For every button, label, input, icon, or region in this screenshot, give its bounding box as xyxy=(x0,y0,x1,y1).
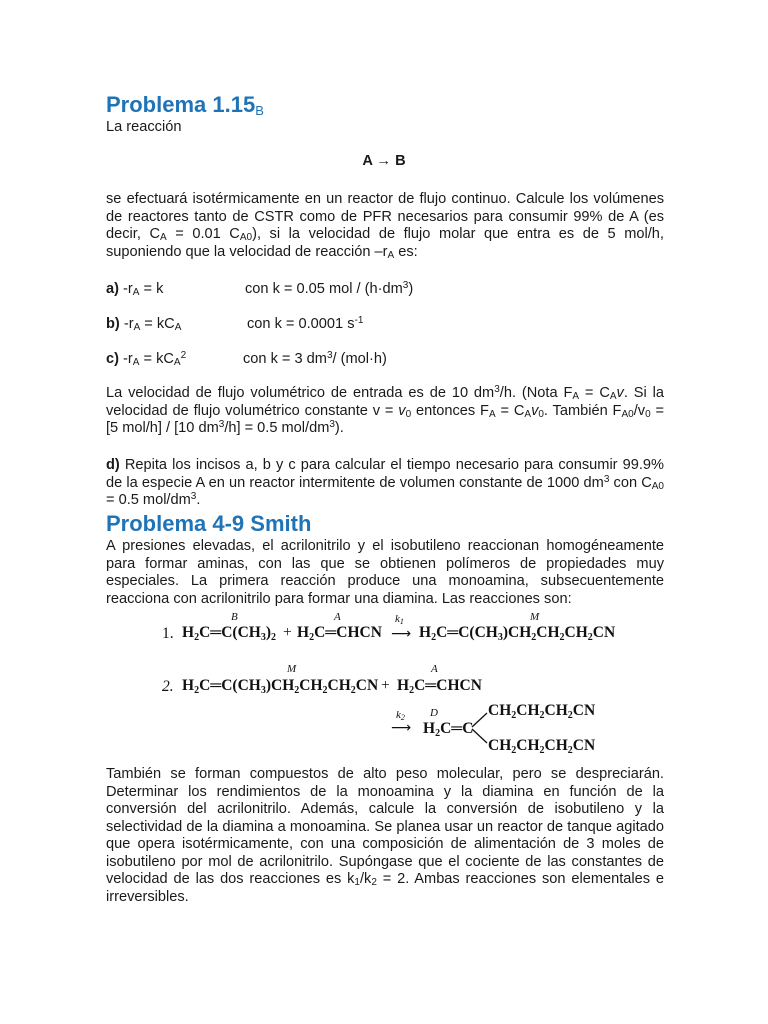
problem-4-9-conclusion: También se forman compuestos de alto peso molecular, pero se despreciarán. Determinar los rendimientos de la monoamina y la diamina en función de la conversión del acrilonitrilo. Además, calcule la conversión de isobutileno y la selectividad de la diamina a monoamina. Se planea usar un reactor de tanque agitado que opera isotérmicamente, con una composición de alimentación de 3 moles de isobutileno por mol de acrilonitrilo. Supóngase que el cociente de las constantes de velocidad de las dos reacciones es $k_1/k_2 = 2$. Ambas reacciones son elementales e irreversibles. xyxy=(106,766,664,905)
heading-text: Problema 1.15 xyxy=(106,92,256,117)
case-b-label: b) xyxy=(106,316,120,332)
acrylonitrile-reactant: $H_2C═CHCN$ xyxy=(397,677,482,696)
problem-4-9-heading: Problema 4-9 Smith xyxy=(106,511,312,536)
reaction-2-label-a: A xyxy=(431,663,438,675)
monoamine-reactant: $H_2C═C(CH_3)CH_2CH_2CH_2CN$ xyxy=(182,677,379,696)
monoamine-formula: $H_2C═C(CH_3)CH_2CH_2CH_2CN$ xyxy=(419,624,616,643)
reaction-1-number: 1. xyxy=(162,625,174,642)
case-a-constant: con k = 0.05 mol / $(h\cdot dm^3)$ xyxy=(245,280,414,297)
reaction-2-number: 2. xyxy=(162,678,174,695)
diamine-core: $H_2C═C$ xyxy=(423,720,474,739)
case-b-constant: con k = 0.0001 $s^{-1}$ xyxy=(247,315,364,332)
problem-1-15-heading xyxy=(106,92,264,118)
diamine-upper-chain: $CH_2CH_2CH_2CN$ xyxy=(488,702,596,721)
case-a-label: a) xyxy=(106,281,119,297)
diamine-branch-bonds xyxy=(470,708,490,748)
reaction-1-label-a: A xyxy=(334,611,341,623)
reaction-1-k1: $k_1$ xyxy=(395,613,404,626)
plus-sign: + xyxy=(283,624,292,641)
reaction-1-label-b: B xyxy=(231,611,238,623)
diamine-lower-chain: $CH_2CH_2CH_2CN$ xyxy=(488,737,596,756)
case-c: c) $-r_A = kC_A^2$ con k = 3 $dm^3/$ (mol·h) xyxy=(106,350,387,368)
reaction-2-arrow: ⟶ xyxy=(391,720,412,736)
heading-subscript: B xyxy=(255,103,264,118)
problem-4-9-intro: A presiones elevadas, el acrilonitrilo y el isobutileno reaccionan homogéneamente para formar aminas, con las que se obtienen polímeros de propiedades muy especiales. La primera reacción produce una monoamina, subsecuentemente reacciona con acrilonitrilo para formar una diamina. Las reacciones son: xyxy=(106,538,664,607)
intro-text: La reacción xyxy=(106,119,182,135)
reaction-a-to-b: A → B xyxy=(362,153,406,169)
case-c-label: c) xyxy=(106,351,119,367)
isobutylene-formula: $H_2C═C(CH_3)_2$ xyxy=(182,624,277,643)
reaction-1-label-m: M xyxy=(530,611,540,623)
case-d: d) Repita los incisos a, b y c para calcular el tiempo necesario para consumir 99.9% de la especie A en un reactor intermitente de volumen constante de 1000 $dm^3$ con $C_{A0} = 0.5$ mol/$dm^3$. xyxy=(106,457,664,508)
acrylonitrile-formula: $H_2C═CHCN$ xyxy=(297,624,382,643)
case-b: b) $-r_A = kC_A$ con k = 0.0001 $s^{-1}$ xyxy=(106,315,364,333)
reaction-2-k2: $k_2$ xyxy=(396,709,405,722)
plus-sign-2: + xyxy=(381,677,390,694)
case-a: a) $-r_A = k$ con k = 0.05 mol / $(h\cdot dm^3)$ xyxy=(106,280,414,298)
reaction-2-label-d: D xyxy=(430,707,438,719)
reaction-1-arrow: ⟶ xyxy=(391,626,412,642)
case-c-constant: con k = 3 $dm^3/$ (mol·h) xyxy=(243,350,387,367)
case-d-label: d) xyxy=(106,457,120,473)
problem-1-15-body: se efectuará isotérmicamente en un reactor de flujo continuo. Calcule los volúmenes de reactores tanto de CSTR como de PFR necesarios para consumir 99% de A (es decir, $C_A = 0.01$ $C_{A0}$), si la velocidad de flujo molar que entra es de 5 mol/h, suponiendo que la velocidad de reacción $-r_A$ es: xyxy=(106,191,664,261)
reaction-2-label-m: M xyxy=(287,663,297,675)
volumetric-flow-note: La velocidad de flujo volumétrico de entrada es de 10 $dm^3/h$. (Nota $F_A = C_Av$. Si la velocidad de flujo volumétrico constante $v = v_0$ entonces $F_A = C_Av_0$. También $F_{A0}/v_0 = [5$ mol/h] / [10 $dm^3/h] = 0.5$ mol/$dm^3$). xyxy=(106,384,664,436)
